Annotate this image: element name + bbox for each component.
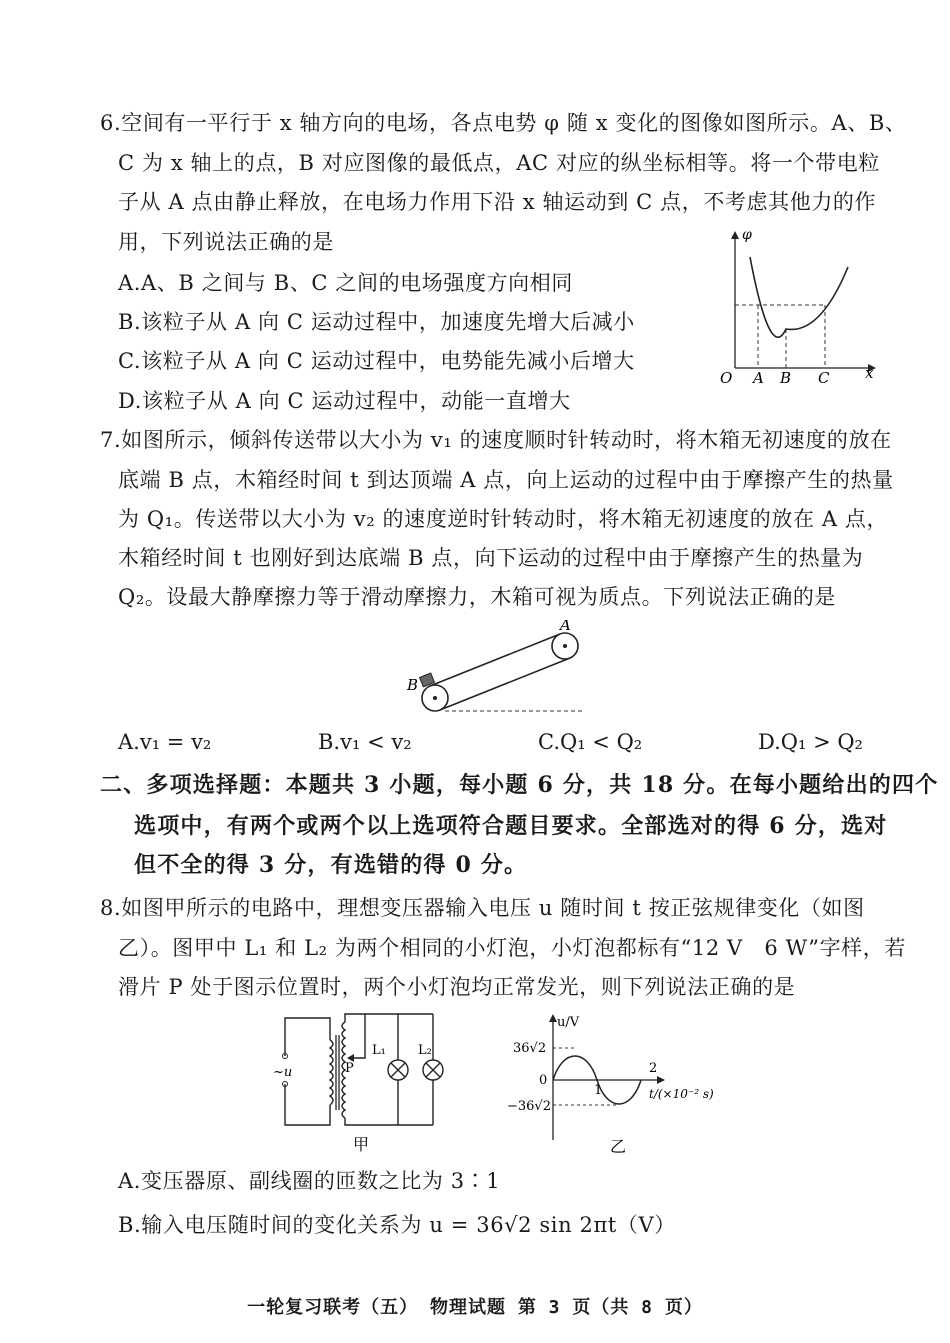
q6-line-4: 用，下列说法正确的是 [118, 230, 334, 254]
waveform-origin: 0 [539, 1073, 548, 1088]
q7-option-a: A.v₁ = v₂ [118, 730, 212, 754]
lamp2-label: L₂ [418, 1043, 432, 1058]
section2-line-3: 但不全的得 3 分，有选错的得 0 分。 [134, 852, 528, 878]
q7-line-4: 木箱经时间 t 也刚好到达底端 B 点，向下运动的过程中由于摩擦产生的热量为 [118, 546, 864, 570]
q6-option-d: D.该粒子从 A 向 C 运动过程中，动能一直增大 [118, 389, 571, 413]
conveyor-belt-figure [400, 620, 600, 720]
circuit-diagram [268, 1010, 463, 1160]
q7-line-2: 底端 B 点，木箱经时间 t 到达顶端 A 点，向上运动的过程中由于摩擦产生的热量 [118, 468, 894, 492]
q7-option-d: D.Q₁ > Q₂ [758, 730, 863, 754]
graph-point-c: C [818, 369, 830, 387]
q8-line-1: 8.如图甲所示的电路中，理想变压器输入电压 u 随时间 t 按正弦规律变化（如图 [100, 896, 865, 920]
q8-line-3: 滑片 P 处于图示位置时，两个小灯泡均正常发光，则下列说法正确的是 [118, 975, 796, 999]
q6-line-3: 子从 A 点由静止释放，在电场力作用下沿 x 轴运动到 C 点，不考虑其他力的作 [118, 190, 877, 214]
q7-line-5: Q₂。设最大静摩擦力等于滑动摩擦力，木箱可视为质点。下列说法正确的是 [118, 585, 837, 609]
waveform-x-label: t/(×10⁻² s) [649, 1087, 714, 1101]
q6-option-a: A.A、B 之间与 B、C 之间的电场强度方向相同 [118, 271, 573, 295]
lamp1-label: L₁ [372, 1043, 386, 1058]
q7-option-c: C.Q₁ < Q₂ [538, 730, 643, 754]
q6-option-b: B.该粒子从 A 向 C 运动过程中，加速度先增大后减小 [118, 310, 635, 334]
circuit-slider-label: P [345, 1061, 354, 1076]
graph-origin: O [720, 369, 733, 387]
q7-line-3: 为 Q₁。传送带以大小为 v₂ 的速度逆时针转动时，将木箱无初速度的放在 A 点， [118, 507, 889, 531]
q6-line-2: C 为 x 轴上的点，B 对应图像的最低点，AC 对应的纵坐标相等。将一个带电粒 [118, 151, 880, 175]
q8-line-2: 乙）。图甲中 L₁ 和 L₂ 为两个相同的小灯泡，小灯泡都标有“12 V 6 W”字样，若 [118, 936, 906, 960]
circuit-input-label: ~u [273, 1065, 293, 1080]
q6-line-1: 6.空间有一平行于 x 轴方向的电场，各点电势 φ 随 x 变化的图像如图所示。A、B、 [100, 111, 907, 135]
section2-line-2: 选项中，有两个或两个以上选项符合题目要求。全部选对的得 6 分，选对 [134, 813, 888, 839]
waveform-y-label: u/V [557, 1015, 580, 1030]
waveform-y-max: 36√2 [513, 1041, 547, 1056]
potential-graph [710, 225, 885, 390]
graph-point-a: A [753, 369, 764, 387]
waveform-tick-1: 1 [594, 1083, 603, 1098]
section2-line-1: 二、多项选择题：本题共 3 小题，每小题 6 分，共 18 分。在每小题给出的四个 [100, 772, 939, 798]
q8-option-b: B.输入电压随时间的变化关系为 u = 36√2 sin 2πt（V） [118, 1213, 676, 1237]
belt-label-a: A [560, 620, 571, 634]
q8-option-a: A.变压器原、副线圈的匝数之比为 3∶1 [118, 1169, 501, 1193]
graph-point-b: B [780, 369, 792, 387]
q7-option-b: B.v₁ < v₂ [318, 730, 412, 754]
waveform-tick-2: 2 [649, 1061, 658, 1076]
belt-label-b: B [407, 676, 419, 694]
circuit-caption: 甲 [353, 1135, 370, 1154]
q7-line-1: 7.如图所示，倾斜传送带以大小为 v₁ 的速度顺时针转动时，将木箱无初速度的放在 [100, 428, 892, 452]
waveform-caption: 乙 [610, 1137, 627, 1156]
graph-x-label: x [865, 364, 874, 382]
page-footer: 一轮复习联考（五） 物理试题 第 3 页（共 8 页） [247, 1297, 703, 1318]
q6-option-c: C.该粒子从 A 向 C 运动过程中，电势能先减小后增大 [118, 349, 635, 373]
voltage-waveform-graph [505, 1012, 730, 1162]
waveform-y-min: −36√2 [507, 1099, 551, 1114]
graph-y-label: φ [742, 227, 752, 243]
